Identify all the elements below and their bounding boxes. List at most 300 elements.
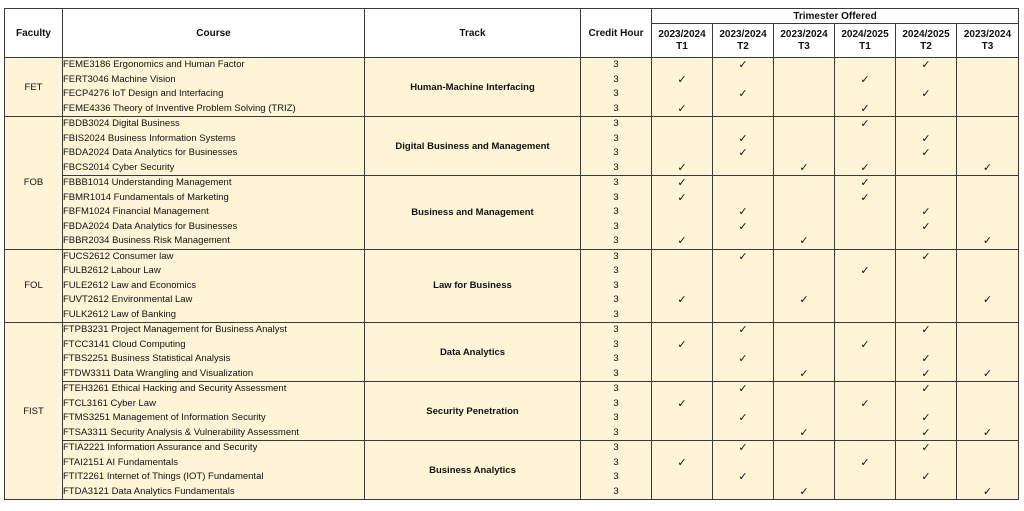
empty-cell [713, 161, 773, 176]
empty-cell [957, 323, 1018, 338]
course-list [63, 176, 365, 250]
empty-cell [774, 382, 834, 397]
track-name: Human-Machine Interfacing [365, 58, 581, 117]
credit-hour-list [581, 176, 652, 250]
trimester-column-4 [835, 249, 896, 323]
check-mark-icon: ✓ [677, 338, 687, 351]
empty-cell [835, 323, 895, 338]
trimester-column-2 [713, 58, 774, 117]
check-mark-icon: ✓ [677, 161, 687, 174]
trimester-column-1 [652, 117, 713, 176]
empty-cell [774, 102, 834, 117]
check-mark-icon: ✓ [677, 177, 687, 189]
credit-hour: 3 [613, 59, 619, 70]
course-name: FTCL3161 Cyber Law [63, 397, 156, 409]
course-name: FULE2612 Law and Economics [63, 279, 197, 291]
empty-cell [774, 397, 834, 412]
empty-cell [713, 117, 773, 132]
empty-cell [713, 279, 773, 294]
empty-cell [896, 338, 956, 353]
check-mark-icon: ✓ [738, 59, 748, 71]
credit-hour: 3 [613, 485, 619, 497]
check-mark-icon: ✓ [860, 73, 870, 86]
empty-cell [957, 279, 1018, 294]
empty-cell [774, 250, 834, 265]
semester-header-1 [652, 24, 713, 58]
empty-cell [957, 456, 1018, 471]
empty-cell [835, 411, 895, 426]
semester-header-4 [835, 24, 896, 58]
check-mark-icon: ✓ [860, 191, 870, 204]
semester-year: 2023/2024 [963, 28, 1012, 40]
course-name: FBBB1014 Understanding Management [63, 177, 232, 188]
empty-cell [835, 146, 895, 161]
course-name: FBIS2024 Business Information Systems [63, 132, 236, 144]
empty-cell [774, 323, 834, 338]
check-mark-icon: ✓ [799, 367, 809, 380]
trimester-column-5 [896, 249, 957, 323]
trimester-offering-table [4, 8, 1019, 500]
empty-cell [713, 456, 773, 471]
empty-cell [652, 58, 712, 73]
empty-cell [713, 293, 773, 308]
empty-cell [774, 191, 834, 206]
empty-cell [896, 264, 956, 279]
semester-term: T2 [920, 40, 932, 52]
empty-cell [774, 441, 834, 456]
trimester-column-6 [957, 176, 1019, 250]
track-header: Track [365, 9, 581, 58]
empty-cell [957, 308, 1018, 323]
check-mark-icon: ✓ [738, 88, 748, 100]
credit-hour: 3 [613, 147, 619, 158]
trimester-column-5 [896, 441, 957, 500]
credit-hour: 3 [613, 383, 619, 394]
empty-cell [652, 87, 712, 102]
semester-header-2 [713, 24, 774, 58]
trimester-column-3 [774, 58, 835, 117]
course-name: FUVT2612 Environmental Law [63, 294, 193, 305]
empty-cell [713, 191, 773, 206]
empty-cell [896, 397, 956, 412]
course-name: FTCC3141 Cloud Computing [63, 338, 186, 350]
semester-year: 2023/2024 [780, 28, 828, 40]
empty-cell [652, 250, 712, 265]
empty-cell [835, 352, 895, 367]
check-mark-icon: ✓ [860, 456, 870, 469]
empty-cell [896, 161, 956, 176]
empty-cell [896, 234, 956, 249]
check-mark-icon: ✓ [738, 412, 748, 424]
trimester-column-6 [957, 441, 1019, 500]
check-mark-icon: ✓ [860, 338, 870, 351]
empty-cell [835, 87, 895, 102]
credit-hour: 3 [613, 338, 619, 350]
trimester-column-6 [957, 117, 1019, 176]
credit-hour: 3 [613, 161, 619, 173]
track-row [5, 176, 1019, 250]
check-mark-icon: ✓ [677, 456, 687, 469]
empty-cell [957, 117, 1018, 132]
check-mark-icon: ✓ [921, 220, 931, 233]
track-row [5, 58, 1019, 117]
course-name: FEME3186 Ergonomics and Human Factor [63, 59, 245, 70]
trimester-column-3 [774, 323, 835, 382]
course-name: FULB2612 Labour Law [63, 265, 161, 276]
check-mark-icon: ✓ [799, 485, 809, 498]
empty-cell [835, 293, 895, 308]
empty-cell [713, 73, 773, 88]
semester-header-3 [774, 24, 835, 58]
empty-cell [774, 279, 834, 294]
empty-cell [652, 205, 712, 220]
empty-cell [957, 102, 1018, 117]
empty-cell [774, 352, 834, 367]
track-row [5, 249, 1019, 323]
credit-hour: 3 [613, 88, 619, 99]
empty-cell [713, 264, 773, 279]
faculty-name: FOL [5, 249, 63, 323]
trimester-column-5 [896, 58, 957, 117]
check-mark-icon: ✓ [799, 426, 809, 439]
trimester-column-2 [713, 382, 774, 441]
track-row [5, 441, 1019, 500]
empty-cell [957, 205, 1018, 220]
check-mark-icon: ✓ [860, 177, 870, 189]
semester-year: 2023/2024 [658, 28, 706, 40]
empty-cell [896, 73, 956, 88]
check-mark-icon: ✓ [738, 220, 748, 233]
trimester-column-2 [713, 117, 774, 176]
check-mark-icon: ✓ [860, 265, 870, 277]
trimester-column-1 [652, 441, 713, 500]
check-mark-icon: ✓ [677, 397, 687, 410]
check-mark-icon: ✓ [738, 147, 748, 159]
course-name: FBDB3024 Digital Business [63, 118, 180, 129]
trimester-column-3 [774, 249, 835, 323]
course-name: FTIT2261 Internet of Things (IOT) Fundamental [63, 471, 264, 482]
course-name: FBMR1014 Fundamentals of Marketing [63, 191, 229, 203]
credit-hour-list [581, 441, 652, 500]
check-mark-icon: ✓ [921, 250, 931, 263]
course-name: FTAI2151 AI Fundamentals [63, 456, 178, 468]
empty-cell [713, 485, 773, 500]
trimester-column-3 [774, 117, 835, 176]
empty-cell [896, 293, 956, 308]
check-mark-icon: ✓ [921, 132, 931, 145]
empty-cell [652, 132, 712, 147]
credit-hour: 3 [613, 279, 619, 291]
trimester-column-5 [896, 323, 957, 382]
course-name: FBBR2034 Business Risk Management [63, 235, 230, 246]
credit-hour: 3 [613, 442, 619, 453]
credit-hour: 3 [613, 353, 619, 364]
trimester-column-4 [835, 323, 896, 382]
track-name: Security Penetration [365, 382, 581, 441]
credit-hour: 3 [613, 191, 619, 203]
track-name: Law for Business [365, 249, 581, 323]
track-row [5, 117, 1019, 176]
check-mark-icon: ✓ [738, 471, 748, 483]
trimester-column-1 [652, 382, 713, 441]
course-name: FTDW3311 Data Wrangling and Visualization [63, 367, 254, 379]
empty-cell [652, 411, 712, 426]
empty-cell [774, 58, 834, 73]
empty-cell [957, 132, 1018, 147]
empty-cell [957, 352, 1018, 367]
empty-cell [652, 279, 712, 294]
empty-cell [774, 411, 834, 426]
empty-cell [957, 87, 1018, 102]
empty-cell [896, 191, 956, 206]
course-name: FBFM1024 Financial Management [63, 206, 209, 217]
course-name: FBCS2014 Cyber Security [63, 161, 175, 173]
credit-hour-list [581, 323, 652, 382]
empty-cell [896, 485, 956, 500]
semester-term: T3 [981, 40, 994, 52]
semester-year: 2024/2025 [902, 28, 950, 40]
check-mark-icon: ✓ [921, 426, 931, 439]
track-row [5, 382, 1019, 441]
empty-cell [835, 132, 895, 147]
check-mark-icon: ✓ [860, 102, 870, 115]
trimester-column-2 [713, 441, 774, 500]
check-mark-icon: ✓ [677, 294, 687, 306]
course-list [63, 441, 365, 500]
credit-hour: 3 [613, 235, 619, 246]
check-mark-icon: ✓ [677, 191, 687, 204]
course-name: FTIA2221 Information Assurance and Security [63, 442, 258, 453]
trimester-offered-header: Trimester Offered [652, 9, 1019, 24]
course-name: FTEH3261 Ethical Hacking and Security Assessment [63, 383, 287, 394]
credit-hour-list [581, 58, 652, 117]
check-mark-icon: ✓ [921, 147, 931, 159]
check-mark-icon: ✓ [982, 426, 993, 439]
empty-cell [896, 176, 956, 191]
check-mark-icon: ✓ [921, 471, 931, 483]
empty-cell [774, 146, 834, 161]
semester-term: T3 [798, 40, 810, 52]
check-mark-icon: ✓ [921, 353, 931, 365]
trimester-column-5 [896, 176, 957, 250]
course-name: FBDA2024 Data Analytics for Businesses [63, 147, 238, 158]
check-mark-icon: ✓ [921, 412, 931, 424]
empty-cell [835, 58, 895, 73]
course-name: FERT3046 Machine Vision [63, 73, 176, 85]
empty-cell [652, 264, 712, 279]
empty-cell [957, 264, 1018, 279]
empty-cell [774, 264, 834, 279]
empty-cell [957, 470, 1018, 485]
check-mark-icon: ✓ [860, 161, 870, 174]
credit-hour: 3 [613, 73, 619, 85]
check-mark-icon: ✓ [921, 383, 931, 395]
empty-cell [713, 234, 773, 249]
trimester-column-4 [835, 382, 896, 441]
trimester-column-6 [957, 323, 1019, 382]
empty-cell [774, 470, 834, 485]
credit-hour: 3 [613, 265, 619, 276]
trimester-column-1 [652, 249, 713, 323]
empty-cell [652, 367, 712, 382]
empty-cell [652, 352, 712, 367]
empty-cell [713, 176, 773, 191]
faculty-name: FET [5, 58, 63, 117]
course-name: FTSA3311 Security Analysis & Vulnerability Assessment [63, 426, 300, 438]
credit-hour: 3 [613, 412, 619, 423]
empty-cell [652, 382, 712, 397]
check-mark-icon: ✓ [921, 367, 931, 380]
empty-cell [713, 367, 773, 382]
empty-cell [835, 485, 895, 500]
empty-cell [835, 470, 895, 485]
check-mark-icon: ✓ [982, 161, 993, 174]
course-name: FECP4276 IoT Design and Interfacing [63, 88, 224, 99]
empty-cell [774, 87, 834, 102]
empty-cell [835, 441, 895, 456]
semester-term: T1 [676, 40, 688, 52]
course-name: FUCS2612 Consumer law [63, 250, 174, 262]
empty-cell [652, 146, 712, 161]
course-name: FEME4336 Theory of Inventive Problem Solving (TRIZ) [63, 102, 296, 114]
trimester-column-6 [957, 249, 1019, 323]
empty-cell [652, 470, 712, 485]
check-mark-icon: ✓ [799, 161, 809, 174]
check-mark-icon: ✓ [982, 294, 993, 306]
track-name: Business and Management [365, 176, 581, 250]
empty-cell [957, 250, 1018, 265]
semester-header-6 [957, 24, 1019, 58]
empty-cell [957, 146, 1018, 161]
check-mark-icon: ✓ [921, 59, 931, 71]
credit-hour: 3 [613, 456, 619, 468]
semester-year: 2023/2024 [719, 28, 767, 40]
empty-cell [713, 338, 773, 353]
trimester-column-2 [713, 176, 774, 250]
empty-cell [957, 397, 1018, 412]
empty-cell [774, 176, 834, 191]
empty-cell [652, 323, 712, 338]
check-mark-icon: ✓ [860, 397, 870, 410]
trimester-column-3 [774, 382, 835, 441]
credit-hour-list [581, 117, 652, 176]
empty-cell [896, 102, 956, 117]
empty-cell [896, 279, 956, 294]
empty-cell [774, 117, 834, 132]
credit-hour-header: Credit Hour [581, 9, 652, 58]
credit-hour: 3 [613, 250, 619, 262]
credit-hour: 3 [613, 294, 619, 305]
check-mark-icon: ✓ [799, 235, 809, 247]
track-name: Business Analytics [365, 441, 581, 500]
empty-cell [835, 382, 895, 397]
credit-hour-list [581, 382, 652, 441]
check-mark-icon: ✓ [982, 485, 993, 498]
empty-cell [774, 338, 834, 353]
empty-cell [957, 382, 1018, 397]
faculty-name: FIST [5, 323, 63, 500]
course-header: Course [63, 9, 365, 58]
empty-cell [652, 220, 712, 235]
empty-cell [652, 426, 712, 441]
semester-year: 2024/2025 [841, 28, 889, 40]
semester-term: T1 [859, 40, 871, 52]
track-name: Data Analytics [365, 323, 581, 382]
empty-cell [896, 308, 956, 323]
empty-cell [713, 426, 773, 441]
trimester-column-1 [652, 58, 713, 117]
empty-cell [835, 308, 895, 323]
trimester-column-3 [774, 176, 835, 250]
empty-cell [713, 102, 773, 117]
credit-hour: 3 [613, 132, 619, 144]
course-name: FTMS3251 Management of Information Security [63, 412, 266, 423]
trimester-column-2 [713, 323, 774, 382]
check-mark-icon: ✓ [677, 102, 687, 115]
credit-hour-list [581, 249, 652, 323]
check-mark-icon: ✓ [738, 250, 748, 263]
empty-cell [774, 220, 834, 235]
check-mark-icon: ✓ [738, 353, 748, 365]
track-name: Digital Business and Management [365, 117, 581, 176]
trimester-column-5 [896, 382, 957, 441]
empty-cell [835, 250, 895, 265]
trimester-column-4 [835, 441, 896, 500]
trimester-column-2 [713, 249, 774, 323]
track-row [5, 323, 1019, 382]
course-list [63, 58, 365, 117]
trimester-column-1 [652, 176, 713, 250]
course-list [63, 382, 365, 441]
credit-hour: 3 [613, 397, 619, 409]
credit-hour: 3 [613, 206, 619, 217]
check-mark-icon: ✓ [799, 294, 809, 306]
empty-cell [652, 117, 712, 132]
empty-cell [835, 426, 895, 441]
empty-cell [774, 205, 834, 220]
credit-hour: 3 [613, 102, 619, 114]
empty-cell [896, 117, 956, 132]
credit-hour: 3 [613, 308, 619, 320]
empty-cell [713, 397, 773, 412]
faculty-header: Faculty [5, 9, 63, 58]
empty-cell [957, 220, 1018, 235]
trimester-column-5 [896, 117, 957, 176]
empty-cell [774, 456, 834, 471]
empty-cell [957, 58, 1018, 73]
trimester-column-6 [957, 58, 1019, 117]
trimester-column-4 [835, 58, 896, 117]
check-mark-icon: ✓ [860, 118, 870, 130]
trimester-column-4 [835, 176, 896, 250]
empty-cell [835, 367, 895, 382]
credit-hour: 3 [613, 324, 619, 335]
trimester-column-1 [652, 323, 713, 382]
check-mark-icon: ✓ [921, 206, 931, 218]
empty-cell [835, 205, 895, 220]
check-mark-icon: ✓ [738, 383, 748, 395]
course-name: FTPB3231 Project Management for Business Analyst [63, 324, 287, 335]
empty-cell [652, 485, 712, 500]
semester-term: T2 [737, 40, 749, 52]
credit-hour: 3 [613, 367, 619, 379]
check-mark-icon: ✓ [921, 88, 931, 100]
trimester-column-4 [835, 117, 896, 176]
empty-cell [835, 220, 895, 235]
trimester-column-6 [957, 382, 1019, 441]
credit-hour: 3 [613, 177, 619, 188]
course-list [63, 249, 365, 323]
